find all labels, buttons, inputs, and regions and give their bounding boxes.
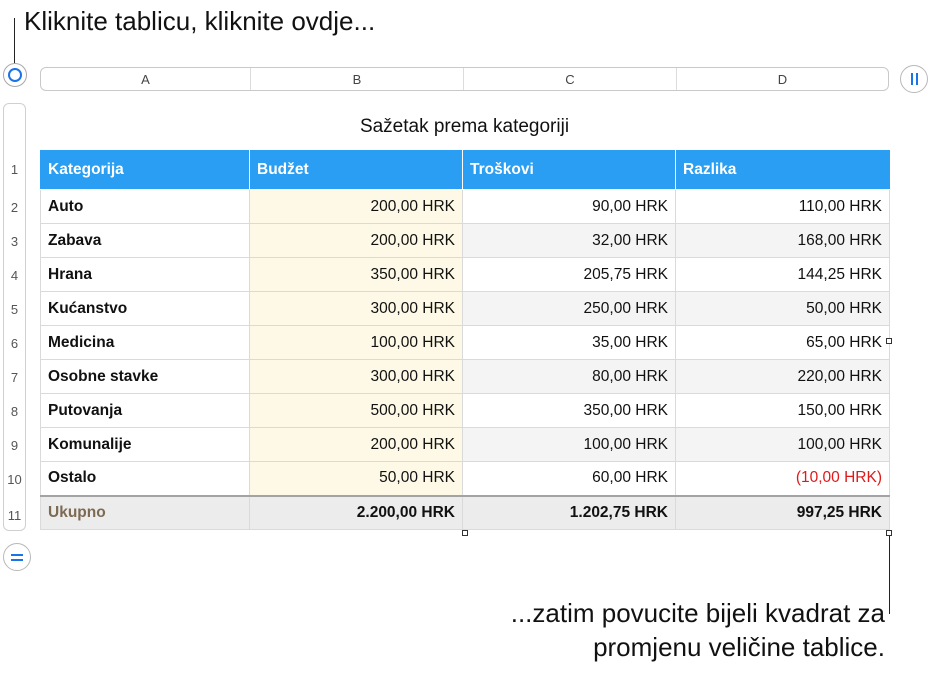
table-row [41,462,890,496]
total-difference-cell[interactable]: 997,25 HRK [676,496,890,530]
table-row [41,258,890,292]
difference-cell[interactable]: 220,00 HRK [676,360,890,394]
difference-cell[interactable]: 168,00 HRK [676,224,890,258]
callout-bottom-line1: ...zatim povucite bijeli kvadrat za [510,598,885,628]
difference-cell[interactable]: 144,25 HRK [676,258,890,292]
summary-table[interactable] [40,150,890,530]
table-row [41,360,890,394]
add-row-button[interactable] [3,543,31,571]
category-cell[interactable]: Komunalije [41,428,250,462]
category-cell[interactable]: Osobne stavke [41,360,250,394]
header-cell[interactable]: Kategorija [41,151,250,190]
row-number[interactable]: 3 [10,234,19,249]
row-number[interactable]: 1 [10,162,19,177]
callout-leader-line-bottom [889,536,890,614]
costs-cell[interactable]: 80,00 HRK [463,360,676,394]
table-select-handle[interactable] [3,63,27,87]
costs-cell[interactable]: 205,75 HRK [463,258,676,292]
costs-cell[interactable]: 350,00 HRK [463,394,676,428]
column-header-b[interactable]: B [251,68,464,90]
budget-cell[interactable]: 350,00 HRK [250,258,463,292]
callout-bottom [511,596,885,664]
header-cell[interactable]: Budžet [250,151,463,190]
category-cell[interactable]: Zabava [41,224,250,258]
row-number[interactable]: 8 [10,404,19,419]
table-row [41,394,890,428]
table-row [41,428,890,462]
table-title[interactable]: Sažetak prema kategoriji [359,116,570,137]
row-number[interactable]: 2 [10,200,19,215]
difference-cell[interactable]: 150,00 HRK [676,394,890,428]
difference-cell[interactable]: (10,00 HRK) [676,462,890,496]
budget-cell[interactable]: 50,00 HRK [250,462,463,496]
category-cell[interactable]: Medicina [41,326,250,360]
row-number[interactable]: 6 [10,336,19,351]
category-cell[interactable]: Auto [41,190,250,224]
total-budget-cell[interactable]: 2.200,00 HRK [250,496,463,530]
difference-cell[interactable]: 65,00 HRK [676,326,890,360]
callout-leader-line-top [14,18,15,64]
difference-cell[interactable]: 100,00 HRK [676,428,890,462]
budget-cell[interactable]: 100,00 HRK [250,326,463,360]
table-row [41,292,890,326]
difference-cell[interactable]: 50,00 HRK [676,292,890,326]
table-row [41,190,890,224]
costs-cell[interactable]: 32,00 HRK [463,224,676,258]
total-row [41,496,890,530]
callout-bottom-line2: promjenu veličine tablice. [593,632,885,662]
column-header-d[interactable]: D [777,71,788,87]
costs-cell[interactable]: 35,00 HRK [463,326,676,360]
add-column-bars-icon [911,73,918,85]
resize-handle-bottom[interactable] [462,530,468,536]
add-column-button[interactable] [900,65,928,93]
total-label-cell[interactable]: Ukupno [41,496,250,530]
column-header-a[interactable]: A [41,68,251,90]
difference-cell[interactable]: 110,00 HRK [676,190,890,224]
table-row [41,326,890,360]
row-number[interactable]: 7 [10,370,19,385]
budget-cell[interactable]: 200,00 HRK [250,190,463,224]
row-number[interactable]: 10 [7,472,22,487]
category-cell[interactable]: Kućanstvo [41,292,250,326]
total-costs-cell[interactable]: 1.202,75 HRK [463,496,676,530]
table-row [41,224,890,258]
budget-cell[interactable]: 200,00 HRK [250,224,463,258]
budget-cell[interactable]: 500,00 HRK [250,394,463,428]
category-cell[interactable]: Ostalo [41,462,250,496]
column-header-bar[interactable] [40,67,889,91]
budget-cell[interactable]: 200,00 HRK [250,428,463,462]
category-cell[interactable]: Putovanja [41,394,250,428]
resize-handle-right[interactable] [886,338,892,344]
budget-cell[interactable]: 300,00 HRK [250,360,463,394]
budget-cell[interactable]: 300,00 HRK [250,292,463,326]
add-row-bars-icon [11,554,23,561]
header-cell[interactable]: Razlika [676,151,890,190]
callout-top: Kliknite tablicu, kliknite ovdje... [24,6,376,36]
row-number[interactable]: 9 [10,438,19,453]
costs-cell[interactable]: 100,00 HRK [463,428,676,462]
circle-select-icon [8,68,22,82]
costs-cell[interactable]: 90,00 HRK [463,190,676,224]
table-header-row [41,151,890,190]
column-header-c[interactable]: C [464,68,677,90]
costs-cell[interactable]: 250,00 HRK [463,292,676,326]
row-number[interactable]: 4 [10,268,19,283]
row-number[interactable]: 5 [10,302,19,317]
row-number[interactable]: 11 [7,508,22,523]
header-cell[interactable]: Troškovi [463,151,676,190]
costs-cell[interactable]: 60,00 HRK [463,462,676,496]
category-cell[interactable]: Hrana [41,258,250,292]
